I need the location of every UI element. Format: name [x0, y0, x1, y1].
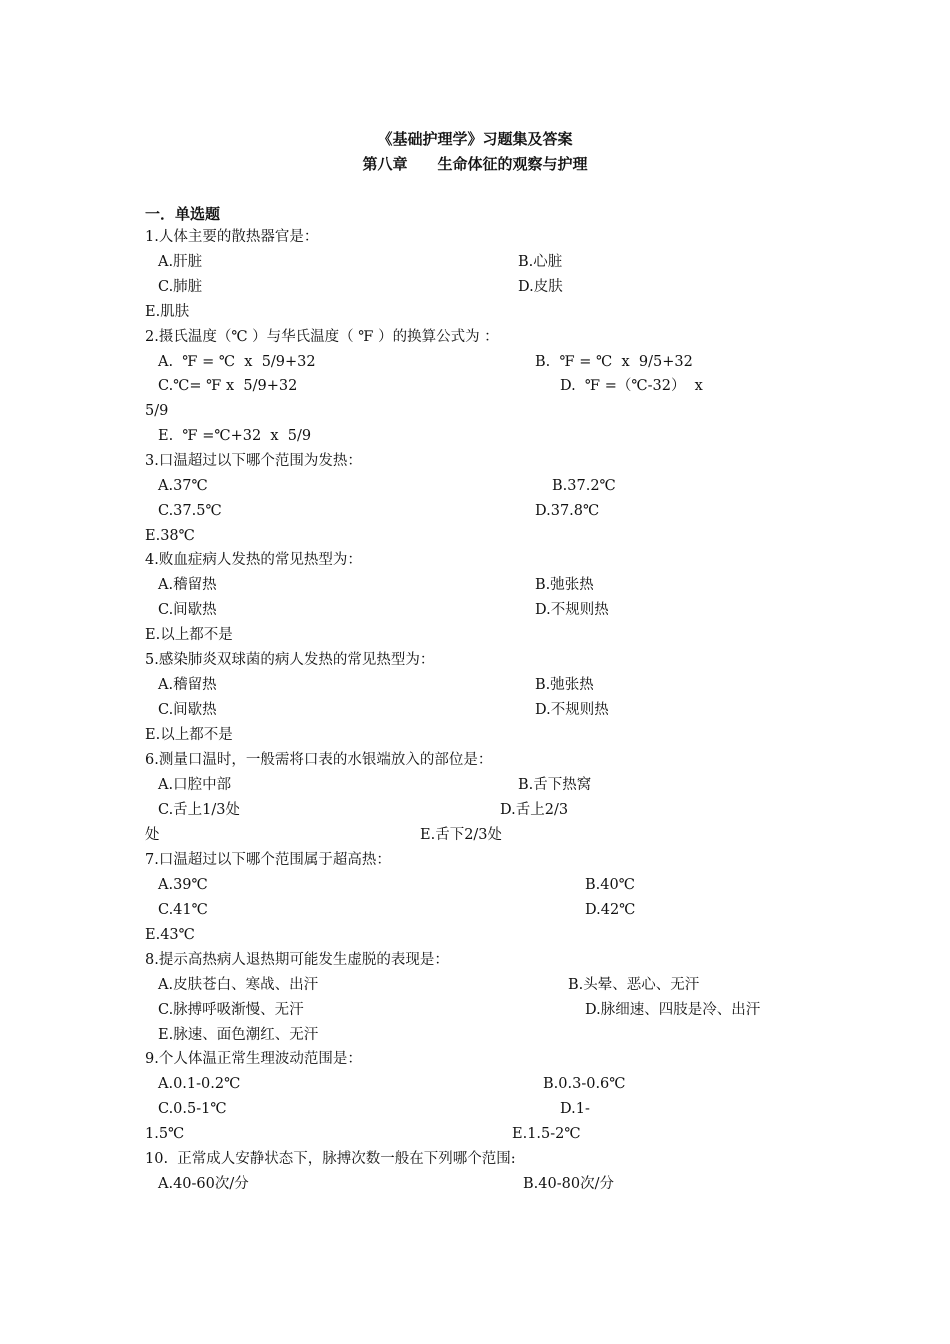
- question-3-option-e: E.38℃: [145, 528, 195, 544]
- question-8-option-d: D.脉细速、四肢是冷、出汗: [585, 1002, 761, 1018]
- question-3-option-b: B.37.2℃: [552, 478, 616, 494]
- question-7-option-e: E.43℃: [145, 927, 195, 943]
- question-2-option-c: C.℃= ℉ x 5/9+32: [158, 378, 298, 394]
- question-4-option-a: A.稽留热: [158, 577, 217, 593]
- question-10-option-a: A.40-60次/分: [158, 1176, 249, 1192]
- question-6-option-a: A.口腔中部: [158, 777, 232, 793]
- question-9-option-d: D.1-: [560, 1101, 590, 1117]
- question-5-option-d: D.不规则热: [535, 702, 609, 718]
- question-6-option-b: B.舌下热窝: [518, 777, 592, 793]
- question-5-option-c: C.间歇热: [158, 702, 217, 718]
- question-9-option-d-cont: 1.5℃: [145, 1126, 185, 1142]
- question-1-stem: 1.人体主要的散热器官是：: [145, 229, 319, 245]
- question-5-option-a: A.稽留热: [158, 677, 217, 693]
- question-2-option-b: B. ℉ = ℃ x 9/5+32: [535, 354, 693, 370]
- question-7-option-c: C.41℃: [158, 902, 208, 918]
- question-2-option-e: E. ℉ =℃+32 x 5/9: [158, 428, 312, 444]
- question-9-stem: 9.个人体温正常生理波动范围是：: [145, 1051, 362, 1067]
- question-8-option-e: E.脉速、面色潮红、无汗: [158, 1027, 319, 1043]
- question-7-option-d: D.42℃: [585, 902, 636, 918]
- question-6-stem: 6.测量口温时，一般需将口表的水银端放入的部位是：: [145, 752, 493, 768]
- question-5-stem: 5.感染肺炎双球菌的病人发热的常见热型为：: [145, 652, 435, 668]
- question-1-option-e: E.肌肤: [145, 304, 190, 320]
- question-4-option-e: E.以上都不是: [145, 627, 233, 643]
- question-4-option-c: C.间歇热: [158, 602, 217, 618]
- question-8-option-b: B.头晕、恶心、无汗: [568, 977, 700, 993]
- question-3-option-d: D.37.8℃: [535, 503, 600, 519]
- question-7-option-b: B.40℃: [585, 877, 635, 893]
- question-2-stem: 2.摄氏温度（℃ ）与华氏温度（ ℉ ）的换算公式为 ：: [145, 329, 499, 345]
- question-1-option-a: A.肝脏: [158, 254, 203, 270]
- question-1-option-b: B.心脏: [518, 254, 563, 270]
- question-8-option-c: C.脉搏呼吸渐慢、无汗: [158, 1002, 304, 1018]
- question-6-option-c: C.舌上1/3处: [158, 802, 241, 818]
- question-2-option-d-cont: 5/9: [145, 403, 169, 419]
- question-6-option-d: D.舌上2/3: [500, 802, 569, 818]
- question-3-option-c: C.37.5℃: [158, 503, 222, 519]
- question-9-option-a: A.0.1-0.2℃: [158, 1076, 241, 1092]
- question-4-stem: 4.败血症病人发热的常见热型为：: [145, 552, 362, 568]
- question-2-option-d: D. ℉ =（℃-32） x: [560, 378, 703, 394]
- question-5-option-b: B.弛张热: [535, 677, 594, 693]
- question-1-option-d: D.皮肤: [518, 279, 563, 295]
- document-title: 《基础护理学》习题集及答案: [377, 130, 573, 148]
- question-5-option-e: E.以上都不是: [145, 727, 233, 743]
- question-6-option-e: E.舌下2/3处: [420, 827, 503, 843]
- question-6-option-d-cont: 处: [145, 827, 160, 843]
- chapter-title: 第八章 生命体征的观察与护理: [362, 155, 588, 173]
- question-2-option-a: A. ℉ = ℃ x 5/9+32: [158, 354, 316, 370]
- question-9-option-e: E.1.5-2℃: [512, 1126, 581, 1142]
- question-3-stem: 3.口温超过以下哪个范围为发热：: [145, 453, 362, 469]
- question-8-option-a: A.皮肤苍白、寒战、出汗: [158, 977, 319, 993]
- section-heading: 一．单选题: [145, 205, 221, 223]
- question-9-option-b: B.0.3-0.6℃: [543, 1076, 626, 1092]
- question-7-stem: 7.口温超过以下哪个范围属于超高热：: [145, 852, 391, 868]
- question-7-option-a: A.39℃: [158, 877, 208, 893]
- question-3-option-a: A.37℃: [158, 478, 208, 494]
- question-9-option-c: C.0.5-1℃: [158, 1101, 227, 1117]
- question-4-option-b: B.弛张热: [535, 577, 594, 593]
- question-10-option-b: B.40-80次/分: [523, 1176, 614, 1192]
- question-1-option-c: C.肺脏: [158, 279, 203, 295]
- question-10-stem: 10. 正常成人安静状态下，脉搏次数一般在下列哪个范围:: [145, 1151, 516, 1167]
- question-8-stem: 8.提示高热病人退热期可能发生虚脱的表现是：: [145, 952, 449, 968]
- question-4-option-d: D.不规则热: [535, 602, 609, 618]
